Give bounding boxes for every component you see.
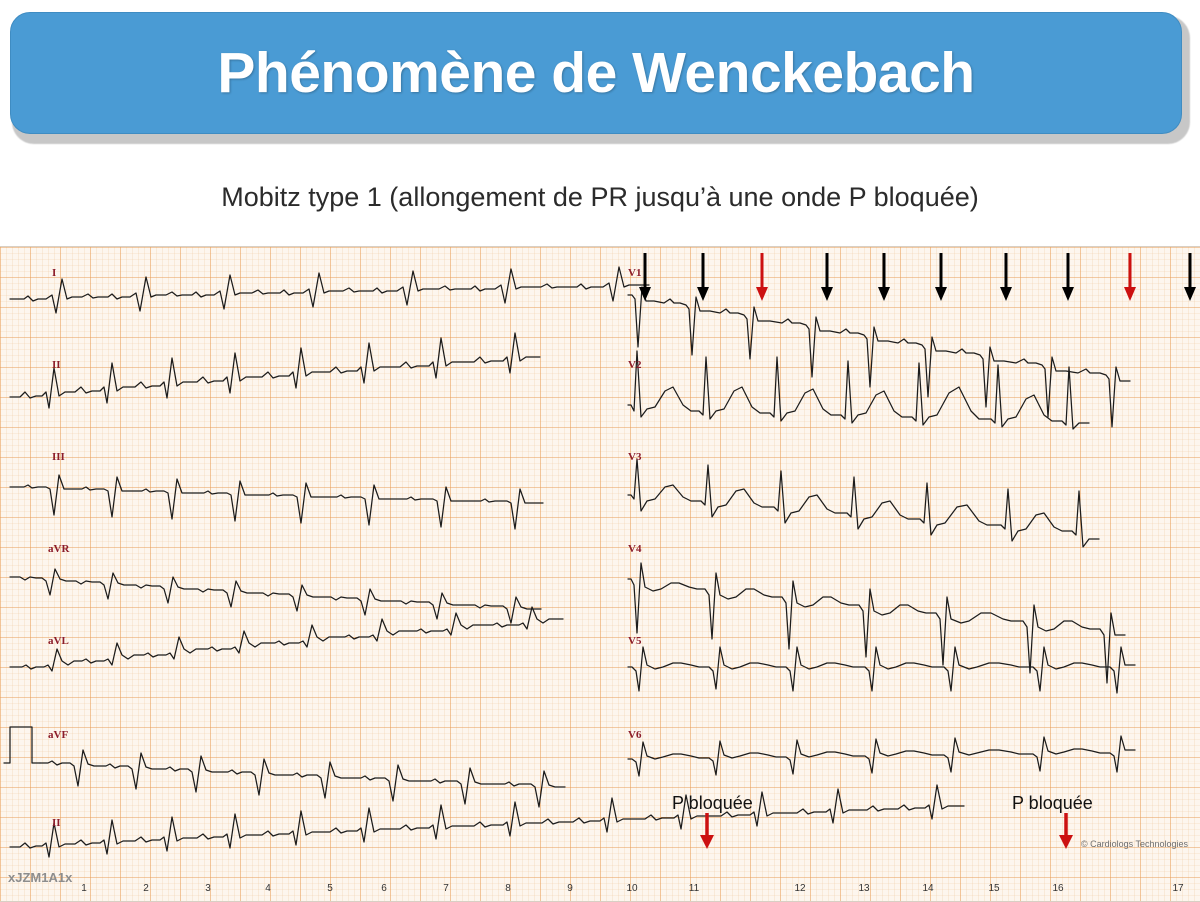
slide-title-banner — [10, 12, 1190, 144]
ruler-tick: 1 — [81, 883, 87, 894]
ruler-tick: 7 — [443, 883, 449, 894]
lead-label-II: II — [52, 359, 61, 371]
ruler-tick: 16 — [1052, 883, 1064, 894]
ruler-tick: 9 — [567, 883, 573, 894]
page-title: Phénomène de Wenckebach — [217, 40, 975, 105]
ecg-id-watermark: xJZM1A1x — [8, 870, 73, 885]
ruler-tick: 17 — [1172, 883, 1184, 894]
ecg-figure — [0, 246, 1200, 902]
qrs-arrow-4 — [878, 253, 890, 301]
lead-label-V2: V2 — [628, 359, 642, 371]
lead-label-V5: V5 — [628, 635, 642, 647]
ruler-tick: 4 — [265, 883, 271, 894]
lead-label-III: III — [52, 451, 65, 463]
qrs-arrow-8 — [1184, 253, 1196, 301]
lead-label-rhythm-II: II — [52, 817, 61, 829]
ruler-tick: 8 — [505, 883, 511, 894]
ruler-tick: 11 — [688, 883, 700, 894]
title-banner — [10, 12, 1182, 134]
ecg-time-ruler — [0, 883, 1200, 899]
lead-label-V1: V1 — [628, 267, 642, 279]
ruler-tick: 13 — [858, 883, 870, 894]
ruler-tick: 12 — [794, 883, 806, 894]
qrs-arrow-1 — [639, 253, 651, 301]
slide-subtitle: Mobitz type 1 (allongement de PR jusqu’à une onde P bloquée) — [221, 182, 979, 212]
ruler-tick: 10 — [626, 883, 638, 894]
lead-label-V4: V4 — [628, 543, 642, 555]
lead-label-V6: V6 — [628, 729, 642, 741]
qrs-arrow-7 — [1062, 253, 1074, 301]
ruler-tick: 15 — [988, 883, 1000, 894]
callout-arrow-2 — [1059, 813, 1073, 849]
qrs-arrow-2 — [697, 253, 709, 301]
lead-label-V3: V3 — [628, 451, 642, 463]
blocked-p-arrow-2 — [1124, 253, 1136, 301]
qrs-arrow-5 — [935, 253, 947, 301]
top-arrow-row — [0, 247, 1200, 307]
vendor-watermark: © Cardiologs Technologies — [1080, 839, 1188, 849]
callout-arrow-1 — [700, 813, 714, 849]
lead-label-aVR: aVR — [48, 543, 70, 555]
ruler-tick: 5 — [327, 883, 333, 894]
qrs-arrow-6 — [1000, 253, 1012, 301]
ruler-tick: 14 — [922, 883, 934, 894]
lead-label-aVL: aVL — [48, 635, 69, 647]
lead-label-aVF: aVF — [48, 729, 69, 741]
ruler-tick: 2 — [143, 883, 149, 894]
lead-label-I: I — [52, 267, 57, 279]
callout-arrows — [0, 807, 1200, 867]
blocked-p-arrow-1 — [756, 253, 768, 301]
ruler-tick: 3 — [205, 883, 211, 894]
ruler-tick: 6 — [381, 883, 387, 894]
qrs-arrow-3 — [821, 253, 833, 301]
callout-p-bloquee-2: P bloquée — [1012, 793, 1093, 813]
callout-p-bloquee-1: P bloquée — [672, 793, 753, 813]
